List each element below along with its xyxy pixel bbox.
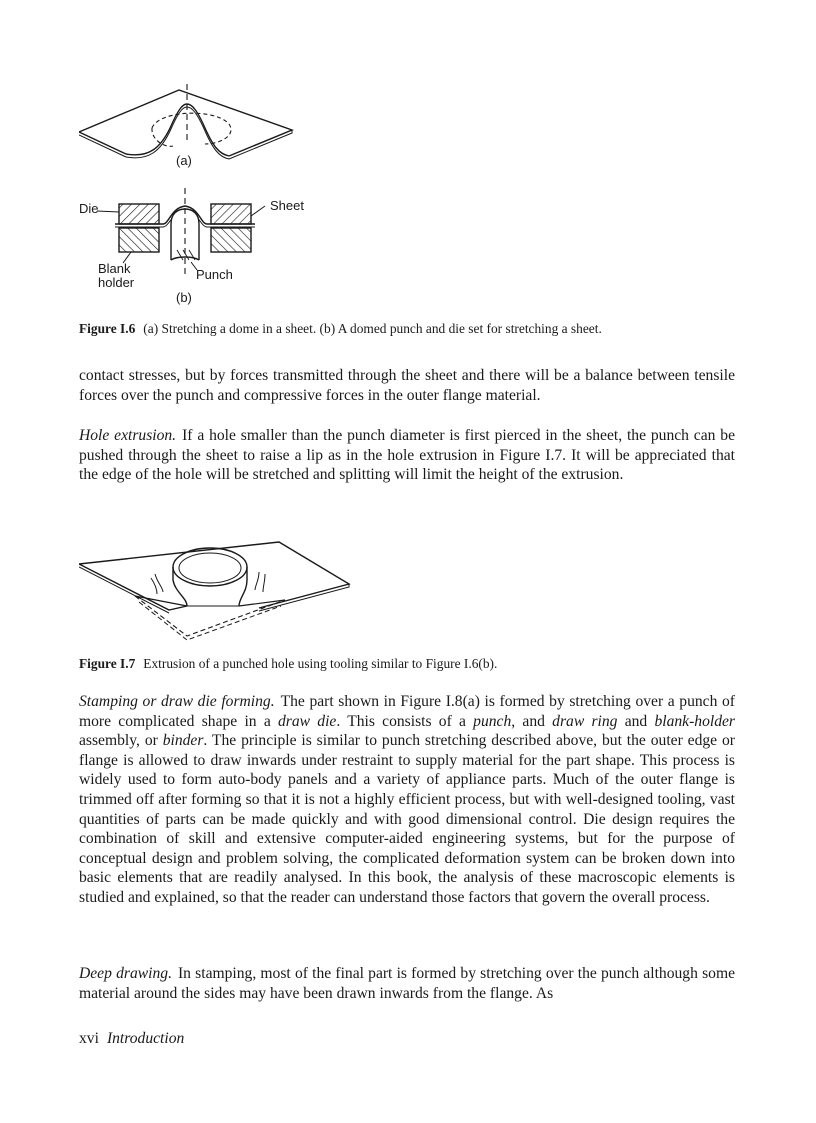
figure-i6-caption bbox=[79, 320, 602, 338]
paragraph-stamping bbox=[79, 692, 735, 908]
stamping-text-5: assembly, or bbox=[79, 732, 163, 750]
running-title: Introduction bbox=[106, 1030, 185, 1047]
sheet-label: Sheet bbox=[270, 198, 304, 213]
figure-i6-drawing bbox=[79, 78, 379, 306]
deep-drawing-body: In stamping, most of the final part is formed by stretching over the punch although some material around the sides may have been drawn inwards from the flange. As bbox=[79, 965, 735, 1002]
page bbox=[79, 0, 735, 1123]
term-draw-ring: draw ring bbox=[552, 712, 618, 730]
figure-i7-caption bbox=[79, 655, 497, 673]
extruded-hole-rim bbox=[173, 548, 247, 586]
subfigure-b-label: (b) bbox=[176, 290, 192, 305]
paragraph-deep-drawing bbox=[79, 964, 735, 1003]
figure-i7-caption-label: Figure I.7 bbox=[79, 656, 136, 671]
term-binder: binder bbox=[162, 732, 204, 750]
figure-i6-caption-text: (a) Stretching a dome in a sheet. (b) A domed punch and die set for stretching a sheet. bbox=[143, 321, 602, 336]
run-in-heading-stamping: Stamping or draw die forming. bbox=[79, 693, 275, 710]
blank-holder-label-line2: holder bbox=[98, 275, 135, 290]
stamping-text-3: , and bbox=[511, 712, 553, 730]
subfigure-a-label: (a) bbox=[176, 153, 192, 168]
term-punch: punch bbox=[473, 712, 512, 730]
page-footer bbox=[79, 1030, 184, 1048]
stamping-text-1: The part shown in Figure I.8(a) is formed by stretching over a punch of more complicated shape in a bbox=[79, 693, 735, 730]
die-label: Die bbox=[79, 201, 99, 216]
paragraph-hole-extrusion bbox=[79, 426, 735, 485]
punch-label: Punch bbox=[196, 267, 233, 282]
stamping-text-4: and bbox=[617, 712, 655, 730]
run-in-heading-hole-extrusion: Hole extrusion. bbox=[79, 427, 177, 444]
figure-i7-caption-text: Extrusion of a punched hole using tooling similar to Figure I.6(b). bbox=[143, 656, 498, 671]
figure-i6-caption-label: Figure I.6 bbox=[79, 321, 136, 336]
paragraph-contact-stresses: contact stresses, but by forces transmitted through the sheet and there will be a balance between tensile forces over the punch and compressive forces in the outer flange material. bbox=[79, 367, 735, 404]
blank-holder-label-line1: Blank bbox=[98, 261, 131, 276]
hole-extrusion-body: If a hole smaller than the punch diameter is first pierced in the sheet, the punch can be pushed through the sheet to raise a lip as in the hole extrusion in Figure I.7. It will be appreciated that the edge of the hole will be stretched and splitting will limit the height of the extrusion. bbox=[79, 427, 735, 484]
run-in-heading-deep-drawing: Deep drawing. bbox=[79, 965, 172, 982]
stamping-text-6: . The principle is similar to punch stretching described above, but the outer edge or flange is allowed to draw inwards under restraint to supply material for the part shape. This process is widely used to form auto-body panels and a variety of appliance parts. Much of the outer flange is trimmed off after forming so that it is not a highly efficient process, but with well-designed tooling, vast quantities of parts can be made quickly and with good dimensional control. Die design requires the combination of skill and extensive computer-aided engineering systems, but for the purpose of conceptual design and problem solving, the complicated deformation system can be broken down into basic elements that are readily analysed. In this book, the analysis of these macroscopic elements is studied and explained, so that the reader can understand those factors that govern the overall process. bbox=[79, 732, 735, 906]
term-draw-die: draw die bbox=[277, 712, 337, 730]
dome-sheet-sketch bbox=[79, 84, 292, 159]
figure-i7-drawing bbox=[79, 540, 379, 644]
term-blank-holder: blank-holder bbox=[654, 712, 735, 730]
stamping-text-2: . This consists of a bbox=[336, 712, 474, 730]
page-number: xvi bbox=[79, 1030, 99, 1047]
